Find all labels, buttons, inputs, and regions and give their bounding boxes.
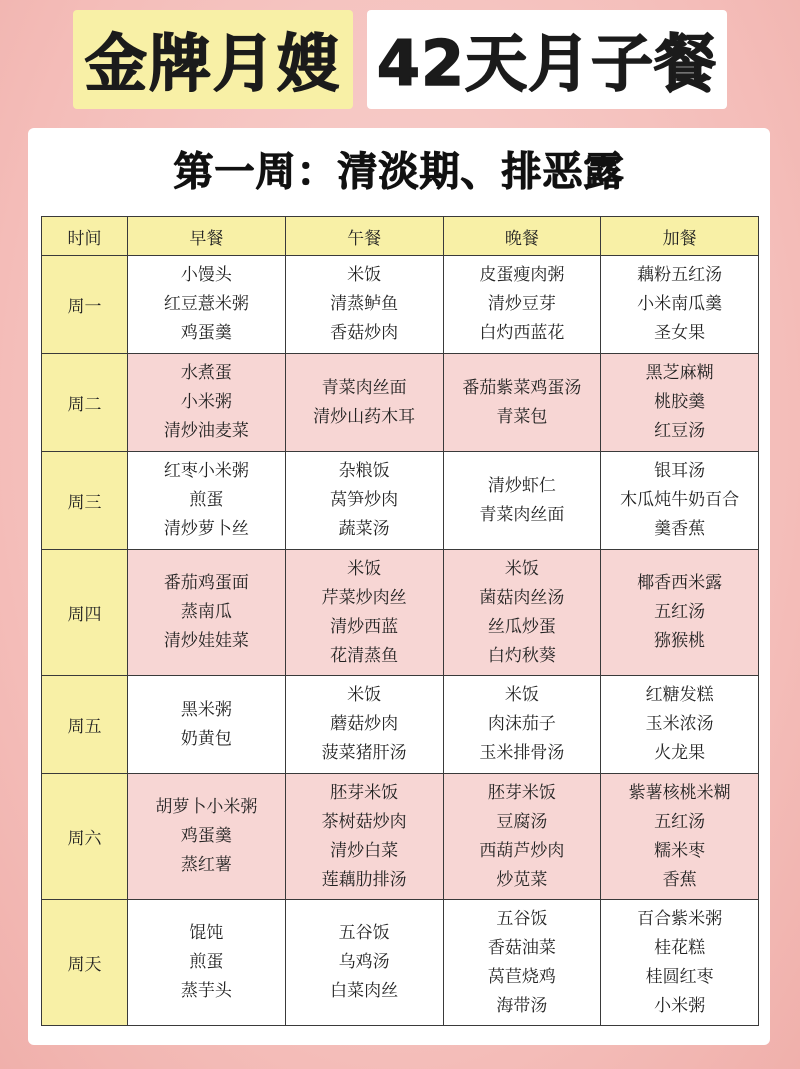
meal-item: 青菜肉丝面: [321, 377, 407, 398]
day-cell: 周三: [42, 452, 128, 550]
dinner-cell: [443, 452, 601, 550]
title-sub: 42天月子餐: [367, 10, 727, 109]
breakfast-cell: [128, 676, 286, 774]
day-cell: 周二: [42, 354, 128, 452]
meal-item: 红豆汤: [654, 421, 706, 441]
meal-item: 玉米排骨汤: [479, 743, 565, 763]
table-row: [42, 354, 759, 452]
meal-item: 火龙果: [654, 743, 706, 763]
lunch-cell: [285, 550, 443, 676]
meal-item: 羹香蕉: [654, 519, 706, 539]
column-header-dinner: 晚餐: [443, 217, 601, 256]
meal-item: 莲藕肋排汤: [321, 869, 407, 890]
meal-item: 豆腐汤: [496, 811, 548, 832]
meal-item: 乌鸡汤: [338, 952, 390, 972]
table-row: [42, 452, 759, 550]
day-cell: 周六: [42, 774, 128, 900]
meal-item: 水煮蛋: [180, 363, 232, 383]
lunch-cell: [285, 774, 443, 900]
lunch-cell: [285, 452, 443, 550]
meal-item: 煎蛋: [189, 490, 224, 510]
meal-item: 香蕉: [662, 869, 697, 890]
meal-item: 桃胶羹: [654, 392, 706, 412]
table-header-row: [42, 217, 759, 256]
meal-item: 米饭: [347, 685, 382, 705]
meal-item: 白菜肉丝: [330, 981, 399, 1001]
meal-item: 奶黄包: [180, 728, 232, 749]
lunch-cell: [285, 354, 443, 452]
snack-cell: [601, 452, 759, 550]
meal-item: 木瓜炖牛奶百合: [620, 490, 740, 510]
meal-item: 胚芽米饭: [487, 782, 556, 803]
meal-item: 米饭: [504, 558, 539, 579]
snack-cell: [601, 550, 759, 676]
breakfast-cell: [128, 256, 286, 354]
meal-item: 百合紫米粥: [637, 908, 723, 929]
table-row: [42, 900, 759, 1026]
meal-item: 炒苋菜: [496, 869, 548, 890]
day-cell: 周四: [42, 550, 128, 676]
meal-item: 米饭: [504, 685, 539, 705]
breakfast-cell: [128, 900, 286, 1026]
breakfast-cell: [128, 774, 286, 900]
meal-item: 杂粮饭: [338, 461, 390, 481]
header: [0, 0, 800, 118]
meal-item: 胡萝卜小米粥: [155, 797, 258, 817]
lunch-cell: [285, 676, 443, 774]
meal-item: 芹菜炒肉丝: [321, 587, 407, 608]
meal-item: 清炒白菜: [330, 840, 399, 861]
week-subtitle: 第一周：清淡期、排恶露: [173, 149, 625, 195]
meal-item: 蒸红薯: [180, 855, 232, 875]
menu-card: [28, 128, 770, 1045]
meal-item: 桂花糕: [654, 937, 706, 958]
meal-item: 蔬菜汤: [338, 519, 390, 539]
meal-item: 香菇油菜: [487, 937, 556, 958]
meal-item: 皮蛋瘦肉粥: [479, 265, 565, 285]
column-header-lunch: 午餐: [285, 217, 443, 256]
meal-item: 肉沫茄子: [487, 714, 556, 734]
table-row: [42, 774, 759, 900]
meal-item: 红糖发糕: [645, 685, 714, 705]
meal-item: 清炒萝卜丝: [163, 519, 249, 539]
meal-item: 清蒸鲈鱼: [330, 294, 399, 314]
meal-item: 花清蒸鱼: [330, 645, 399, 666]
meal-item: 圣女果: [654, 323, 706, 343]
meal-item: 白灼秋葵: [487, 645, 556, 666]
dinner-cell: [443, 676, 601, 774]
breakfast-cell: [128, 354, 286, 452]
table-row: [42, 256, 759, 354]
meal-item: 鸡蛋羹: [180, 826, 232, 846]
column-header-time: 时间: [42, 217, 128, 256]
day-cell: 周一: [42, 256, 128, 354]
dinner-cell: [443, 550, 601, 676]
meal-item: 藕粉五红汤: [637, 265, 723, 285]
meal-item: 煎蛋: [189, 952, 224, 972]
meal-item: 清炒娃娃菜: [163, 631, 249, 651]
meal-item: 蒸芋头: [180, 981, 232, 1001]
meal-item: 玉米浓汤: [645, 714, 714, 734]
meal-item: 桂圆红枣: [645, 966, 714, 987]
snack-cell: [601, 774, 759, 900]
meal-item: 黑芝麻糊: [645, 363, 714, 383]
day-cell: 周天: [42, 900, 128, 1026]
dinner-cell: [443, 354, 601, 452]
table-row: [42, 676, 759, 774]
meal-item: 蒸南瓜: [180, 602, 232, 622]
meal-item: 小馒头: [180, 265, 232, 285]
meal-item: 菠菜猪肝汤: [321, 743, 407, 763]
lunch-cell: [285, 256, 443, 354]
day-cell: 周五: [42, 676, 128, 774]
dinner-cell: [443, 900, 601, 1026]
meal-item: 番茄鸡蛋面: [163, 573, 249, 593]
meal-item: 蘑菇炒肉: [330, 714, 399, 734]
breakfast-cell: [128, 550, 286, 676]
meal-item: 鸡蛋羹: [180, 323, 232, 343]
dinner-cell: [443, 774, 601, 900]
meal-item: 五谷饭: [338, 923, 390, 943]
meal-item: 馄饨: [189, 923, 224, 943]
meal-item: 清炒油麦菜: [163, 421, 249, 441]
meal-item: 番茄紫菜鸡蛋汤: [462, 377, 582, 398]
meal-item: 清炒山药木耳: [313, 406, 416, 427]
meal-item: 小米粥: [180, 392, 232, 412]
meal-item: 清炒虾仁: [487, 475, 556, 496]
meal-item: 白灼西蓝花: [479, 323, 565, 343]
meal-item: 五红汤: [654, 602, 706, 622]
breakfast-cell: [128, 452, 286, 550]
meal-item: 米饭: [347, 265, 382, 285]
snack-cell: [601, 676, 759, 774]
snack-cell: [601, 256, 759, 354]
meal-item: 海带汤: [496, 995, 548, 1016]
snack-cell: [601, 354, 759, 452]
meal-item: 猕猴桃: [654, 631, 706, 651]
meal-item: 小米南瓜羹: [637, 294, 723, 314]
meal-item: 小米粥: [654, 995, 706, 1016]
meal-item: 清炒豆芽: [487, 294, 556, 314]
table-row: [42, 550, 759, 676]
meal-item: 青菜包: [496, 406, 548, 427]
meal-item: 米饭: [347, 558, 382, 579]
snack-cell: [601, 900, 759, 1026]
meal-item: 西葫芦炒肉: [479, 840, 565, 861]
meal-item: 莴苣烧鸡: [487, 966, 556, 987]
meal-item: 黑米粥: [180, 699, 232, 720]
meal-item: 糯米枣: [654, 840, 706, 861]
dinner-cell: [443, 256, 601, 354]
meal-item: 茶树菇炒肉: [321, 811, 407, 832]
meal-item: 银耳汤: [654, 461, 706, 481]
meal-item: 五谷饭: [496, 908, 548, 929]
meal-item: 椰香西米露: [637, 573, 723, 593]
meal-item: 胚芽米饭: [330, 782, 399, 803]
meal-item: 红枣小米粥: [163, 461, 249, 481]
meal-item: 五红汤: [654, 811, 706, 832]
meal-table: [41, 216, 759, 1026]
title-main: 金牌月嫂: [73, 10, 353, 109]
meal-item: 香菇炒肉: [330, 323, 399, 343]
meal-item: 丝瓜炒蛋: [487, 616, 556, 637]
meal-item: 菌菇肉丝汤: [479, 587, 565, 608]
meal-item: 青菜肉丝面: [479, 504, 565, 525]
lunch-cell: [285, 900, 443, 1026]
meal-item: 紫薯核桃米糊: [628, 782, 731, 803]
column-header-snack: 加餐: [601, 217, 759, 256]
meal-item: 红豆薏米粥: [163, 294, 249, 314]
meal-item: 清炒西蓝: [330, 616, 399, 637]
column-header-breakfast: 早餐: [128, 217, 286, 256]
meal-item: 莴笋炒肉: [330, 490, 399, 510]
